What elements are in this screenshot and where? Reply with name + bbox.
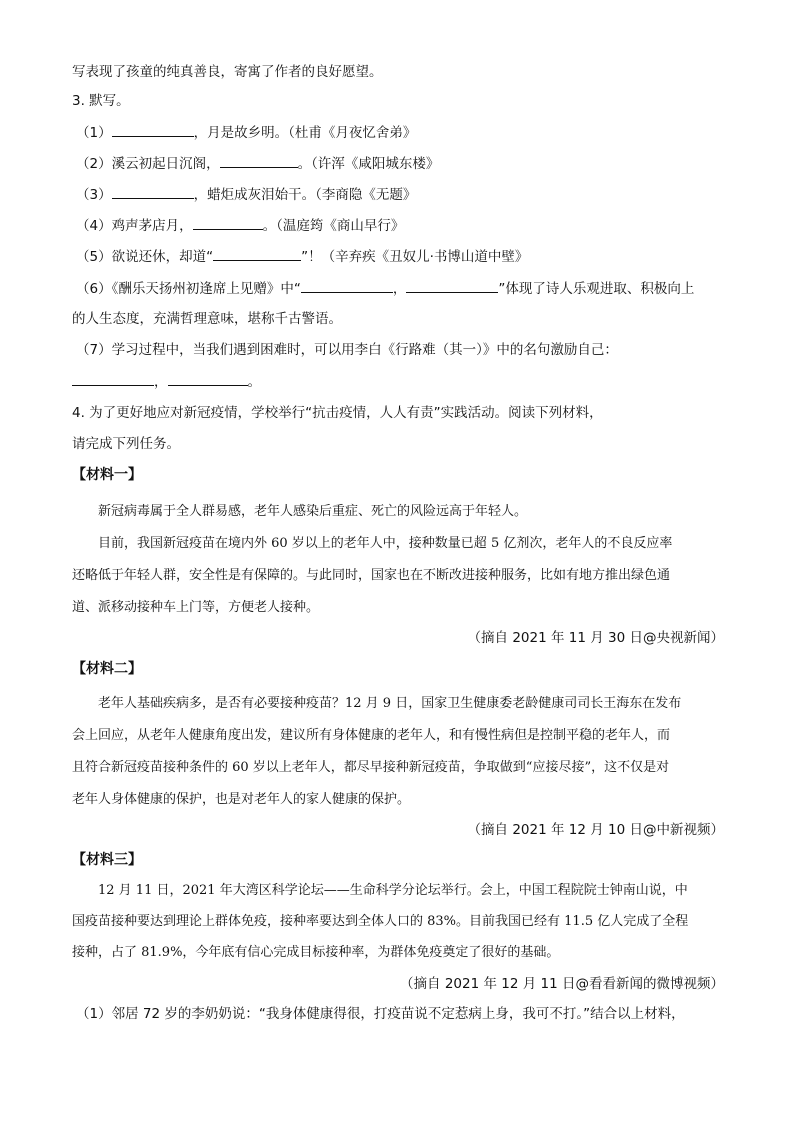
q3-item-2 <box>76 153 439 174</box>
material-1-line: 目前，我国新冠疫苗在境内外 60 岁以上的老年人中，接种数量已超 5 亿剂次，老年人的不良反应率 <box>98 536 673 551</box>
item-text: 溪云初起日沉阁， <box>111 156 220 172</box>
item-text: ， <box>154 374 168 390</box>
answer-blank[interactable] <box>168 371 248 386</box>
q3-item-3 <box>76 184 416 205</box>
q4-intro-2: 请完成下列任务。 <box>72 436 180 452</box>
item-number: （3） <box>76 187 112 203</box>
q3-title: 3. 默写。 <box>72 93 130 109</box>
material-2-line: 老年人身体健康的保护，也是对老年人的家人健康的保护。 <box>72 792 411 807</box>
material-1-line: 还略低于年轻人群，安全性是有保障的。与此同时，国家也在不断改进接种服务，比如有地方推出绿色通 <box>72 568 671 583</box>
material-3-line: 国疫苗接种要达到理论上群体免疫，接种率要达到全体人口的 83%。目前我国已经有 11.5 亿人完成了全程 <box>72 914 689 929</box>
item-number: （2） <box>76 156 112 172</box>
item-text: ”体现了诗人乐观进取、积极向上 <box>498 281 695 297</box>
intro-line: 写表现了孩童的纯真善良，寄寓了作者的良好愿望。 <box>72 64 383 80</box>
item-number: （5） <box>76 249 112 265</box>
answer-blank[interactable] <box>301 278 393 293</box>
answer-blank[interactable] <box>112 122 194 137</box>
item-text: ，月是故乡明。（杜甫《月夜忆舍弟》 <box>193 125 417 141</box>
item-text: 鸡声茅店月， <box>111 218 193 234</box>
q3-item-7: （7）学习过程中，当我们遇到困难时，可以用李白《行路难（其一）》中的名句激励自己： <box>76 342 618 358</box>
item-text: 。 <box>247 374 261 390</box>
q4-task-1: （1）邻居 72 岁的李奶奶说：“我身体健康得很，打疫苗说不定惹病上身，我可不打。”结合以上材料， <box>76 1006 685 1022</box>
item-text: 。（温庭筠《商山早行》 <box>262 218 405 234</box>
answer-blank[interactable] <box>220 153 298 168</box>
item-text: ，蜡炬成灰泪始干。（李商隐《无题》 <box>193 187 417 203</box>
material-3-line: 12 月 11 日，2021 年大湾区科学论坛——生命科学分论坛举行。会上，中国工程院院士钟南山说，中 <box>98 883 688 898</box>
q3-item-4 <box>76 215 404 236</box>
answer-blank[interactable] <box>213 246 301 261</box>
q3-item-5 <box>76 246 528 267</box>
material-1-line: 道、派移动接种车上门等，方便老人接种。 <box>72 600 320 615</box>
q3-item-6-cont: 的人生态度，充满哲理意味，堪称千古警语。 <box>72 311 342 327</box>
q4-intro-1: 4. 为了更好地应对新冠疫情，学校举行“抗击疫情，人人有责”实践活动。阅读下列材料， <box>72 405 603 421</box>
answer-blank[interactable] <box>193 215 263 230</box>
material-2-line: 且符合新冠疫苗接种条件的 60 岁以上老年人，都尽早接种新冠疫苗，争取做到“应接尽接”，这不仅是对 <box>72 760 670 775</box>
material-1-line: 新冠病毒属于全人群易感，老年人感染后重症、死亡的风险远高于年轻人。 <box>98 504 528 519</box>
material-3-line: 接种，占了 81.9%，今年底有信心完成目标接种率，为群体免疫奠定了很好的基础。 <box>72 945 560 960</box>
item-text: 。（许浑《咸阳城东楼》 <box>297 156 440 172</box>
material-2-heading: 【材料二】 <box>72 661 142 677</box>
answer-blank[interactable] <box>112 184 194 199</box>
q3-item-6 <box>76 278 694 299</box>
item-text: （6）《酬乐天扬州初逢席上见赠》中“ <box>76 281 301 297</box>
item-text: ， <box>392 281 407 297</box>
answer-blank[interactable] <box>72 371 154 386</box>
material-1-heading: 【材料一】 <box>72 467 142 483</box>
material-3-heading: 【材料三】 <box>72 852 142 868</box>
material-1-source: （摘自 2021 年 11 月 30 日@央视新闻） <box>467 630 724 646</box>
q3-item-7-answer <box>72 371 261 392</box>
q3-item-1 <box>76 122 416 143</box>
material-2-source: （摘自 2021 年 12 月 10 日@中新视频） <box>467 822 724 838</box>
item-number: （4） <box>76 218 112 234</box>
material-3-source: （摘自 2021 年 12 月 11 日@看看新闻的微博视频） <box>400 976 724 992</box>
material-2-line: 会上回应，从老年人健康角度出发，建议所有身体健康的老年人，和有慢性病但是控制平稳的老年人，而 <box>72 728 671 743</box>
item-number: （1） <box>76 125 112 141</box>
material-2-line: 老年人基础疾病多，是否有必要接种疫苗？12 月 9 日，国家卫生健康委老龄健康司司长王海东在发布 <box>98 696 682 711</box>
answer-blank[interactable] <box>406 278 498 293</box>
item-text: ”！（辛弃疾《丑奴儿·书博山道中壁》 <box>301 249 529 265</box>
item-text: 欲说还休，却道“ <box>111 249 214 265</box>
